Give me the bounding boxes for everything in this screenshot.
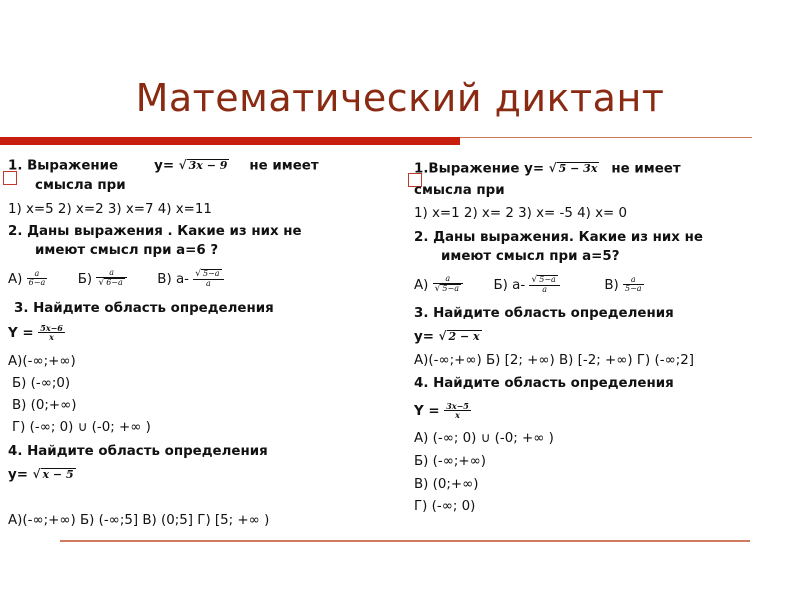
left-q2-A-frac: [27, 270, 48, 288]
frac-num: a: [445, 274, 451, 283]
frac-den: x: [444, 410, 471, 419]
right-q4-frac: [444, 402, 471, 420]
left-q1-y: y=: [154, 158, 175, 174]
title-underline-thin: [460, 137, 752, 138]
frac-den: √ 6−a: [96, 277, 126, 288]
right-q2-V-frac: [623, 276, 644, 294]
left-q2-line2: имеют смысл при а=6 ?: [35, 243, 219, 258]
page-title: Математический диктант: [135, 76, 665, 120]
left-q1-sqrt: √ 3x − 9: [178, 158, 228, 172]
left-q4-y: y=: [8, 467, 28, 483]
left-q3-G: Г) (-∞; 0) ∪ (-0; +∞ ): [12, 420, 151, 435]
left-q3-frac: [38, 324, 65, 342]
left-q2-line1: 2. Даны выражения . Какие из них не: [8, 224, 302, 239]
right-q1-sqrt: √ 5 − 3x: [548, 161, 598, 175]
left-q2-options: [8, 269, 224, 289]
right-q4-line: 4. Найдите область определения: [414, 376, 674, 391]
right-q1-label: 1.Выражение y=: [414, 161, 545, 177]
frac-num: √ 5−a: [195, 269, 220, 279]
right-q1-tail: не имеет: [611, 161, 681, 177]
left-q1-line2: смысла при: [35, 178, 126, 193]
left-q4-options: А)(-∞;+∞) Б) (-∞;5] В) (0;5] Г) [5; +∞ ): [8, 513, 270, 528]
right-q2-V: В): [604, 277, 619, 293]
left-q1-label: 1. Выражение: [8, 158, 119, 174]
frac-num: √ 5−a: [531, 275, 556, 285]
left-q1-line: [8, 159, 319, 173]
right-q1-radicand: 5 − 3x: [558, 162, 598, 175]
left-q3-V: В) (0;+∞): [12, 398, 77, 413]
left-q2-A: А): [8, 271, 23, 287]
right-q2-line2: имеют смысл при а=5?: [441, 249, 620, 264]
left-q1-options: 1) x=5 2) x=2 3) x=7 4) x=11: [8, 202, 212, 217]
right-q4-V: В) (0;+∞): [414, 477, 479, 492]
right-q2-options: [414, 275, 644, 295]
left-q3-B: Б) (-∞;0): [12, 376, 71, 391]
frac-num-radicand: 5−a: [539, 275, 556, 284]
frac-num: 5x−6: [40, 323, 63, 333]
frac-num: a: [109, 268, 114, 277]
right-q2-B: Б) а-: [493, 277, 526, 293]
frac-den: a: [529, 285, 559, 294]
right-q3-options: А)(-∞;+∞) Б) [2; +∞) В) [-2; +∞) Г) (-∞;2]: [414, 353, 694, 368]
left-q2-B: Б): [77, 271, 93, 287]
right-q1-options: 1) x=1 2) x= 2 3) x= -5 4) x= 0: [414, 206, 628, 221]
left-q2-B-frac: [96, 269, 126, 289]
frac-den: √ 5−a: [433, 283, 463, 294]
left-q4-radicand: x − 5: [42, 468, 74, 481]
frac-den: 6−a: [28, 278, 46, 288]
right-q2-A-frac: [433, 275, 463, 295]
right-q1-line: [414, 162, 681, 176]
left-q4-sqrt: √ x − 5: [32, 467, 74, 481]
left-q3-line: 3. Найдите область определения: [14, 301, 274, 316]
right-q3-y: y=: [414, 329, 434, 345]
bottom-rule: [60, 540, 750, 542]
right-q4-y: Y =: [414, 403, 440, 419]
right-q4-B: Б) (-∞;+∞): [414, 454, 486, 469]
frac-num: a: [630, 275, 636, 285]
title-underline-accent: [0, 137, 460, 145]
right-q4-G: Г) (-∞; 0): [414, 499, 476, 514]
right-q4-A: А) (-∞; 0) ∪ (-0; +∞ ): [414, 431, 554, 446]
left-q1-radicand: 3x − 9: [188, 159, 228, 172]
right-q2-B-frac: [529, 275, 559, 295]
frac-num-radicand: 5−a: [203, 269, 220, 278]
right-q2-A: А): [414, 277, 429, 293]
frac-den-radicand: 6−a: [106, 278, 123, 288]
left-q1-tail: не имеет: [249, 158, 319, 174]
right-q3-formula: [414, 330, 482, 344]
right-q4-formula: [414, 402, 471, 420]
left-q3-A: А)(-∞;+∞): [8, 354, 76, 369]
left-q2-V: В) а-: [157, 271, 189, 287]
frac-num: 3x−5: [446, 401, 469, 411]
left-q3-y: Y =: [8, 325, 34, 341]
frac-den: x: [38, 332, 65, 341]
frac-den: 5−a: [625, 284, 642, 294]
right-q3-radicand: 2 − x: [448, 330, 480, 343]
left-q4-formula: [8, 468, 76, 482]
right-q3-sqrt: √ 2 − x: [438, 329, 480, 343]
frac-den-radicand: 5−a: [442, 284, 459, 294]
left-q3-formula: [8, 324, 65, 342]
left-q2-V-frac: [193, 269, 223, 289]
frac-num: a: [34, 269, 40, 279]
right-q1-line2: смысла при: [414, 183, 505, 198]
left-q4-line: 4. Найдите область определения: [8, 444, 268, 459]
right-q2-line1: 2. Даны выражения. Какие из них не: [414, 230, 703, 245]
frac-den: a: [193, 279, 223, 288]
right-q3-line: 3. Найдите область определения: [414, 306, 674, 321]
